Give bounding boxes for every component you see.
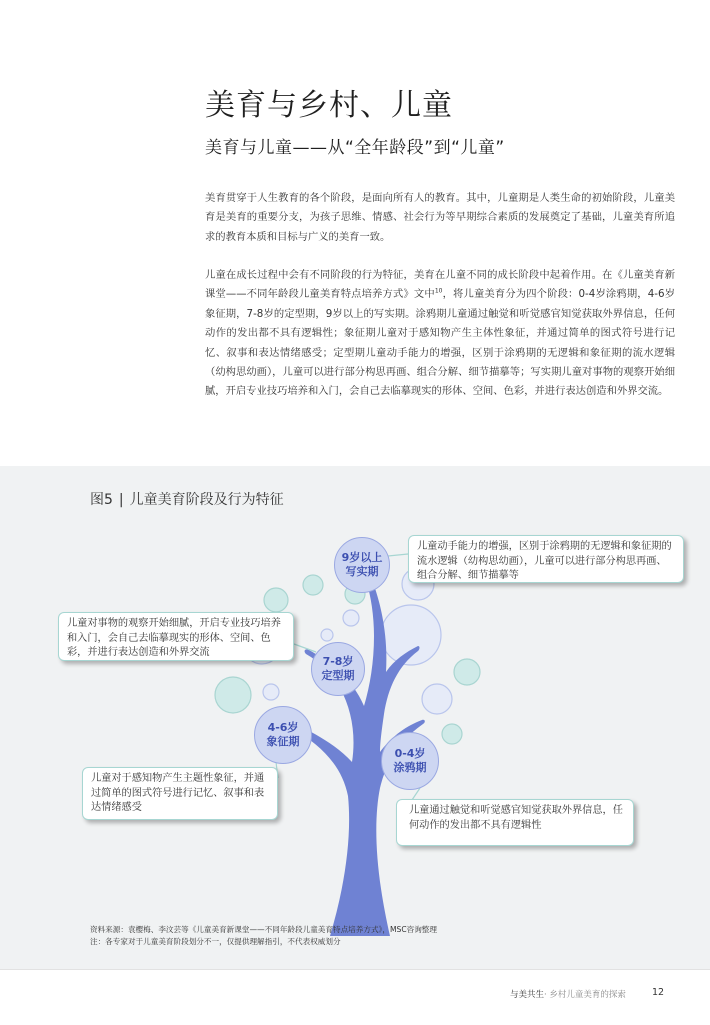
figure-caption: 儿童美育阶段及行为特征 [129,492,284,508]
callout-schematic-stage: 儿童动手能力的增强，区别于涂鸦期的无逻辑和象征期的流水逻辑（幼构思幼画），儿童可以进行部分构思再画、组合分解、细节描摹等 [408,535,684,583]
page-subtitle: 美育与儿童——从“全年龄段”到“儿童” [205,138,505,158]
footer-divider [0,969,710,970]
figure-label: 图5 [90,492,113,508]
source-note [90,924,437,948]
footer-brand: 与美共生 [510,990,545,1000]
leaf-teal [454,659,480,685]
leaf-teal [303,575,323,595]
leaf-teal [442,724,462,744]
stage-schematic [311,642,365,696]
stage-realistic [334,537,390,593]
stage-name: 写实期 [345,565,379,578]
figure-5 [0,466,710,969]
stage-age: 4-6岁 [267,721,299,734]
callout-symbolic-stage: 儿童对于感知物产生主题性象征，并通过简单的图式符号进行记忆、叙事和表达情绪感受 [82,767,278,820]
paragraph-2-text-b: ，将儿童美育分为四个阶段：0-4岁涂鸦期，4-6岁象征期，7-8岁的定型期，9岁以上的写实期。涂鸦期儿童通过触觉和听觉感官知觉获取外界信息，任何动作的发出都不具有逻辑性；象征期儿童对于感知物产生主体性象征，并通过简单的图式符号进行记忆、叙事和表达情绪感受；定型期儿童动手能力的增强，区别于涂鸦期的无逻辑和象征期的流水逻辑（幼构思幼画），儿童可以进行部分构思再画、组合分解、细节描摹等；写实期儿童对事物的观察开始细腻，开启专业技巧培养和入门，会自己去临摹现实的形体、空间、色彩，并进行表达创造和外界交流。 [205,288,676,398]
page-title: 美育与乡村、儿童 [205,88,453,123]
leaf-blue [422,684,452,714]
body-paragraph-2 [205,266,675,402]
footer-section: · 乡村儿童美育的探索 [544,990,626,1000]
body-paragraph-1: 美育贯穿于人生教育的各个阶段，是面向所有人的教育。其中，儿童期是人类生命的初始阶段，儿童美育是美育的重要分支，为孩子思维、情感、社会行为等早期综合素质的发展奠定了基础，儿童美育所追求的教育本质和目标与广义的美育一致。 [205,192,675,243]
leaf-blue [343,610,359,626]
stage-scribble [381,732,439,790]
leaf-blue [263,684,279,700]
stage-age: 0-4岁 [394,747,426,760]
stage-symbolic [254,706,312,764]
figure-separator: | [118,492,124,508]
stage-name: 涂鸦期 [393,761,427,774]
callout-scribble-stage: 儿童通过触觉和听觉感官知觉获取外界信息，任何动作的发出都不具有逻辑性 [396,799,634,846]
footnote-ref-10[interactable]: 10 [434,287,443,295]
stage-age: 7-8岁 [322,655,354,668]
stage-name: 定型期 [321,669,355,682]
leaf-teal [264,588,288,612]
source-line: 资料来源：袁樱梅、李汶芸等《儿童美育新课堂——不同年龄段儿童美育特点培养方式》，MSC咨询整理 [90,925,437,934]
leaf-blue [321,629,333,641]
stage-name: 象征期 [266,735,300,748]
leaf-teal [215,677,251,713]
paragraph-2-text-a: 儿童在成长过程中会有不同阶段的行为特征，美育在儿童不同的成长阶段中起着作用。在《儿童美育新课堂——不同年龄段儿童美育特点培养方式》文中 [205,269,675,301]
note-line: 注：各专家对于儿童美育阶段划分不一，仅提供理解指引，不代表权威划分 [90,937,341,946]
callout-realistic-stage: 儿童对事物的观察开始细腻，开启专业技巧培养和入门，会自己去临摹现实的形体、空间、色彩，并进行表达创造和外界交流 [58,612,294,661]
page-number: 12 [652,987,665,998]
footer-running-title [510,988,626,1000]
stage-age: 9岁以上 [341,551,383,564]
